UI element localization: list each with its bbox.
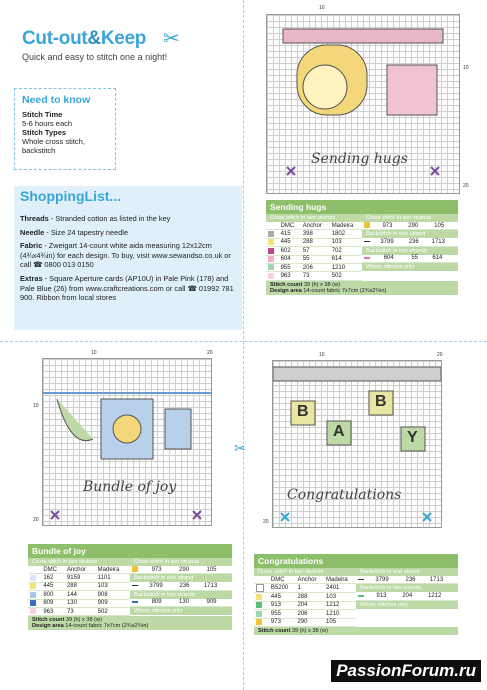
key-section-label: Whole stitches only: [130, 607, 232, 615]
key-cell: 1212: [324, 601, 356, 609]
bundle-of-joy-key: [28, 544, 232, 630]
congrats-tick: 10: [319, 352, 325, 358]
key-cell: 206: [295, 610, 324, 618]
key-cell: 130: [65, 599, 96, 607]
key-cell: 809: [41, 599, 65, 607]
sending-hugs-chart: [266, 5, 469, 194]
key-footer: [266, 281, 458, 295]
symbol-icon: [30, 583, 36, 589]
key-cell: 73: [301, 272, 330, 280]
sending-hugs-tick-right: 10: [463, 65, 469, 71]
sending-hugs-tick-bottom: 20: [463, 183, 469, 189]
letter-block-a: A: [333, 423, 345, 440]
key-cell: 1101: [96, 574, 130, 582]
key-cell: 204: [295, 601, 324, 609]
key-cell: 415: [279, 230, 301, 238]
key-title: Congratulations: [254, 554, 458, 568]
key-cell: 57: [301, 247, 330, 255]
symbol-icon: [256, 594, 262, 600]
key-cell: 130: [177, 599, 204, 607]
symbol-icon: [256, 611, 262, 617]
symbol-icon: [268, 248, 274, 254]
key-section-label: Whole stitches only: [362, 263, 458, 271]
key-cell: 809: [150, 599, 177, 607]
key-cell: 3799: [378, 238, 406, 246]
key-cell: 604: [279, 255, 301, 263]
congratulations-caption: Congratulations: [287, 487, 402, 503]
key-cell: 963: [279, 272, 301, 280]
design-area-value: 14-count fabric 7x7cm (2¾x2¾in): [303, 287, 387, 294]
congrats-tick: 20: [437, 352, 443, 358]
key-cell: 236: [404, 576, 428, 584]
key-cell: 445: [41, 582, 65, 590]
key-section-label: Backstitch in two strands: [130, 591, 232, 599]
key-cell: 206: [301, 263, 330, 271]
key-section-label: Backstitch in one strand: [130, 574, 232, 582]
col-header: Madeira: [330, 222, 362, 230]
col-header: DMC: [41, 566, 65, 574]
key-section-label: Cross stitch in two strands: [362, 214, 458, 222]
bundle-of-joy-caption: Bundle of joy: [83, 479, 177, 495]
key-section-label: Backstitch in one strand: [362, 230, 458, 238]
key-cell: 55: [409, 255, 430, 263]
scissors-icon: ✂: [234, 440, 246, 456]
watermark: PassionForum.ru: [331, 660, 481, 682]
key-cell: 702: [330, 247, 362, 255]
symbol-icon: [268, 231, 274, 237]
congratulations-chart: [263, 352, 443, 528]
key-cell: 913: [374, 592, 400, 600]
key-cell: 105: [324, 618, 356, 626]
key-cell: 913: [269, 601, 296, 609]
sending-hugs-tick-top: 10: [319, 5, 325, 11]
key-cell: 144: [65, 591, 96, 599]
bundle-of-joy-chart: [33, 350, 213, 526]
key-cell: 963: [41, 607, 65, 615]
key-cell: 602: [279, 247, 301, 255]
key-cell: 288: [301, 238, 330, 246]
key-section-label: Whole stitches only: [356, 601, 458, 609]
key-cell: 973: [380, 222, 406, 230]
shopping-list-text: [20, 214, 238, 307]
key-cell: 103: [324, 593, 356, 601]
key-section-label: Cross stitch in two strands: [266, 214, 362, 222]
need-to-know-text: [22, 110, 114, 155]
key-cell: 162: [41, 574, 65, 582]
need-to-know-title: Need to know: [22, 94, 91, 106]
extras-value: - Square Aperture cards (AP10U) in Pale Pink (178) and Pale Blue (26) from www.craftcreations.com or call ☎ 01992 781 900. Ribbon from local stores: [20, 273, 234, 303]
key-cell: 955: [279, 263, 301, 271]
key-section-label: Cross stitch in two strands: [130, 558, 232, 566]
key-cell: 290: [406, 222, 432, 230]
symbol-icon: [30, 600, 36, 606]
key-cell: B5200: [269, 584, 296, 593]
key-cell: 103: [330, 238, 362, 246]
key-cell: 398: [301, 230, 330, 238]
shopping-list-title: ShoppingList...: [20, 188, 122, 204]
symbol-icon: [256, 602, 262, 608]
symbol-icon: [268, 239, 274, 245]
key-cell: 9159: [65, 574, 96, 582]
col-header: DMC: [269, 576, 296, 584]
stitch-count-label: Stitch count: [258, 627, 291, 634]
key-cell: 288: [295, 593, 324, 601]
key-cell: 1212: [426, 592, 458, 600]
sending-hugs-caption: Sending hugs: [311, 151, 408, 167]
key-footer: [28, 616, 232, 630]
needle-value: - Size 24 tapestry needle: [44, 227, 129, 237]
stitch-types-label: Stitch Types: [22, 128, 67, 137]
needle-label: Needle: [20, 227, 45, 237]
stitch-time-label: Stitch Time: [22, 110, 63, 119]
key-cell: 614: [330, 255, 362, 263]
symbol-icon: [256, 619, 262, 625]
bundle-tick: 20: [207, 350, 213, 356]
col-header: Madeira: [324, 576, 356, 584]
stitch-count-value: 39 (h) x 38 (w): [291, 627, 328, 634]
key-section-label: Backstitch in one strand: [356, 568, 458, 576]
key-cell: 73: [65, 607, 96, 615]
symbol-icon: [30, 575, 36, 581]
stitch-count-label: Stitch count: [32, 617, 65, 624]
key-cell: 1802: [330, 230, 362, 238]
symbol-icon: [30, 608, 36, 614]
key-cell: 288: [65, 582, 96, 590]
col-header: Anchor: [295, 576, 324, 584]
extras-label: Extras: [20, 273, 43, 283]
key-footer: [254, 627, 458, 635]
key-cell: 614: [430, 255, 458, 263]
stitch-types-value: Whole cross stitch, backstitch: [22, 137, 85, 155]
symbol-icon: [268, 256, 274, 262]
key-cell: 3799: [373, 576, 403, 584]
symbol-icon: [268, 273, 274, 279]
design-area-value: 14-count fabric 7x7cm (2¾x2¾in): [65, 623, 149, 630]
page-subtitle: Quick and easy to stitch one a night!: [22, 52, 168, 62]
symbol-icon: [256, 584, 264, 592]
key-cell: 445: [279, 238, 301, 246]
col-header: Anchor: [65, 566, 96, 574]
scissors-icon: ✂: [163, 28, 180, 50]
bundle-tick: 10: [33, 403, 39, 409]
col-header: Anchor: [301, 222, 330, 230]
symbol-icon: [364, 222, 370, 228]
key-cell: 55: [301, 255, 330, 263]
line-icon: [132, 585, 138, 586]
key-section-label: Cross stitch in two strands: [254, 568, 356, 576]
key-cell: 909: [96, 599, 130, 607]
key-cell: 105: [205, 566, 233, 574]
key-cell: 290: [295, 618, 324, 626]
congratulations-key: [254, 554, 458, 635]
key-cell: 1713: [430, 238, 458, 246]
key-cell: 604: [382, 255, 410, 263]
bundle-tick: 10: [91, 350, 97, 356]
key-section-label: Backstitch in two strands: [356, 584, 458, 592]
threads-label: Threads: [20, 214, 49, 223]
stitch-count-value: 39 (h) x 38 (w): [65, 617, 102, 624]
fabric-value: - Zweigart 14-count white aida measuring 12x12cm (4¾x4¾in) for each design. To buy, visit www.sewandso.co.uk or call ☎ 0800 013 0150: [20, 241, 231, 270]
stitch-count-label: Stitch count: [270, 281, 303, 288]
line-icon: [364, 257, 370, 259]
letter-block-y: Y: [407, 429, 418, 446]
design-area-label: Design area: [32, 623, 64, 630]
key-section-label: Cross stitch in two strands: [28, 558, 130, 566]
line-icon: [358, 595, 364, 597]
threads-value: - Stranded cotton as listed in the key: [48, 214, 171, 223]
bundle-tick: 20: [33, 517, 39, 523]
key-cell: 908: [96, 591, 130, 599]
key-cell: 1: [295, 584, 324, 593]
congrats-tick: 20: [263, 519, 269, 525]
letter-block-b: B: [375, 393, 387, 410]
col-header: Madeira: [96, 566, 130, 574]
key-cell: 204: [400, 592, 426, 600]
key-cell: 502: [330, 272, 362, 280]
bundle-of-joy-artwork: [43, 359, 211, 525]
key-cell: 909: [205, 599, 233, 607]
key-cell: 1713: [428, 576, 458, 584]
vertical-cut-line: [243, 0, 244, 690]
key-cell: 502: [96, 607, 130, 615]
symbol-icon: [132, 566, 138, 572]
stitch-time-value: 5-6 hours each: [22, 119, 73, 128]
symbol-icon: [268, 264, 274, 270]
key-cell: 973: [150, 566, 177, 574]
line-icon: [132, 601, 138, 603]
key-cell: 3799: [147, 582, 177, 590]
key-cell: 1210: [330, 263, 362, 271]
line-icon: [364, 241, 370, 242]
page-title: Cut-out&Keep: [22, 28, 147, 49]
key-cell: 2401: [324, 584, 356, 593]
key-cell: 1713: [202, 582, 232, 590]
key-cell: 1210: [324, 610, 356, 618]
horizontal-cut-line: [0, 341, 487, 342]
key-cell: 955: [269, 610, 296, 618]
key-cell: 105: [432, 222, 458, 230]
design-area-label: Design area: [270, 287, 302, 294]
fabric-label: Fabric: [20, 241, 43, 251]
key-cell: 445: [269, 593, 296, 601]
key-section-label: Backstitch in two strands: [362, 247, 458, 255]
key-cell: 800: [41, 591, 65, 599]
key-title: Bundle of joy: [28, 544, 232, 558]
col-header: DMC: [279, 222, 301, 230]
key-cell: 103: [96, 582, 130, 590]
key-cell: 290: [177, 566, 204, 574]
key-title: Sending hugs: [266, 200, 458, 214]
key-cell: 236: [178, 582, 202, 590]
stitch-count-value: 39 (h) x 38 (w): [303, 281, 340, 288]
symbol-icon: [30, 592, 36, 598]
letter-block-b: B: [297, 403, 309, 420]
key-cell: 236: [407, 238, 430, 246]
key-cell: 973: [269, 618, 296, 626]
sending-hugs-key: [266, 200, 458, 295]
line-icon: [358, 579, 364, 580]
